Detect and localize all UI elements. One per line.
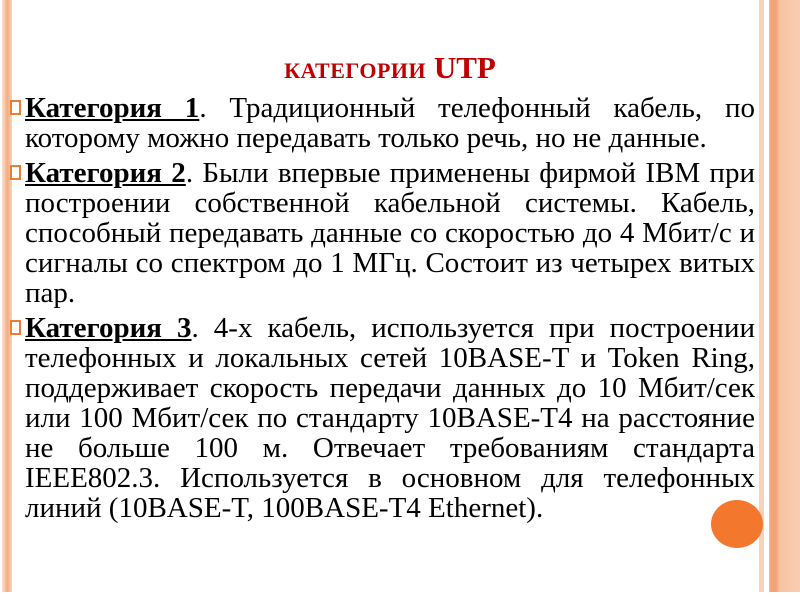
left-border-stripe (2, 0, 12, 592)
bullet-square-icon (10, 100, 21, 115)
bullet-lead: Категория 3 (25, 312, 192, 344)
right-border-stripe (757, 0, 800, 592)
bullet-body: . Были впервые применены фирмой IBM при построении собственной кабельной системы. Кабель, способный передавать данные со скоростью до 4 Мбит/с и сигналы со спектром до 1 МГц. Состоит из четырех витых пар. (25, 157, 755, 309)
bullet-lead: Категория 2 (25, 157, 186, 189)
bullet-item-category-3 (25, 313, 755, 523)
bullet-item-category-2 (25, 158, 755, 308)
bullet-lead: Категория 1 (25, 92, 200, 124)
title-smallcaps: КАТЕГОРИИ (284, 58, 427, 83)
bullet-list (25, 93, 755, 523)
bullet-square-icon (10, 165, 21, 180)
slide-title (25, 50, 755, 86)
title-acronym: UTP (426, 50, 496, 85)
bullet-square-icon (10, 320, 21, 335)
bullet-item-category-1 (25, 93, 755, 153)
bullet-body: . 4-х кабель, используется при построении телефонных и локальных сетей 10BASE-T и Token Ring, поддерживает скорость передачи данных до 10 Мбит/сек или 100 Мбит/сек по стандарту 10BASE-T4 на расстояние не больше 100 м. Отвечает требованиям стандарта IEEE802.3. Используется в основном для телефонных линий (10BASE-T, 100BASE-T4 Ethernet). (25, 312, 755, 524)
bullet-body: . Традиционный телефонный кабель, по которому можно передавать только речь, но не данные. (25, 92, 755, 154)
